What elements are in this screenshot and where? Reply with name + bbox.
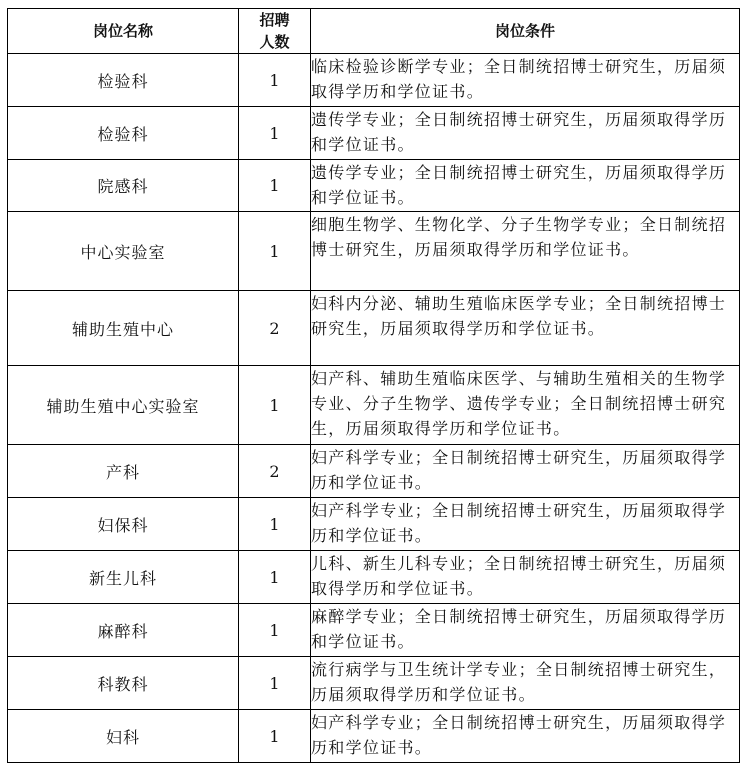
position-name: 妇科 (8, 710, 239, 763)
table-row (8, 551, 740, 604)
recruit-count: 1 (239, 212, 311, 291)
position-conditions: 妇科内分泌、辅助生殖临床医学专业；全日制统招博士研究生，历届须取得学历和学位证书。 (311, 291, 740, 366)
position-conditions: 儿科、新生儿科专业；全日制统招博士研究生，历届须取得学历和学位证书。 (311, 551, 740, 604)
position-name: 辅助生殖中心 (8, 291, 239, 366)
position-name: 科教科 (8, 657, 239, 710)
table-row (8, 604, 740, 657)
position-name: 检验科 (8, 107, 239, 160)
table-row (8, 710, 740, 763)
recruit-count: 1 (239, 604, 311, 657)
position-name: 辅助生殖中心实验室 (8, 366, 239, 445)
recruit-count: 2 (239, 445, 311, 498)
position-name: 产科 (8, 445, 239, 498)
position-name: 院感科 (8, 160, 239, 212)
recruit-count: 1 (239, 657, 311, 710)
recruit-count: 2 (239, 291, 311, 366)
table-row (8, 212, 740, 291)
table-row (8, 366, 740, 445)
recruit-count: 1 (239, 54, 311, 107)
recruit-count: 1 (239, 107, 311, 160)
position-conditions: 流行病学与卫生统计学专业；全日制统招博士研究生，历届须取得学历和学位证书。 (311, 657, 740, 710)
position-conditions: 细胞生物学、生物化学、分子生物学专业；全日制统招博士研究生，历届须取得学历和学位证书。 (311, 212, 740, 291)
header-row (8, 9, 740, 54)
recruit-count: 1 (239, 366, 311, 445)
table-row (8, 657, 740, 710)
position-conditions: 临床检验诊断学专业；全日制统招博士研究生，历届须取得学历和学位证书。 (311, 54, 740, 107)
table-row (8, 498, 740, 551)
recruit-count: 1 (239, 551, 311, 604)
position-conditions: 妇产科学专业；全日制统招博士研究生，历届须取得学历和学位证书。 (311, 498, 740, 551)
header-position-conditions: 岗位条件 (311, 9, 740, 54)
position-conditions: 妇产科、辅助生殖临床医学、与辅助生殖相关的生物学专业、分子生物学、遗传学专业；全日制统招博士研究生，历届须取得学历和学位证书。 (311, 366, 740, 445)
recruitment-table (7, 8, 740, 763)
recruit-count: 1 (239, 160, 311, 212)
position-name: 麻醉科 (8, 604, 239, 657)
position-name: 妇保科 (8, 498, 239, 551)
position-name: 新生儿科 (8, 551, 239, 604)
header-position-name: 岗位名称 (8, 9, 239, 54)
header-recruit-count: 招聘人数 (239, 9, 311, 54)
position-conditions: 麻醉学专业；全日制统招博士研究生，历届须取得学历和学位证书。 (311, 604, 740, 657)
recruit-count: 1 (239, 498, 311, 551)
table-row (8, 54, 740, 107)
position-name: 检验科 (8, 54, 239, 107)
table-row (8, 291, 740, 366)
position-conditions: 遗传学专业；全日制统招博士研究生，历届须取得学历和学位证书。 (311, 160, 740, 212)
position-conditions: 妇产科学专业；全日制统招博士研究生，历届须取得学历和学位证书。 (311, 445, 740, 498)
table-row (8, 160, 740, 212)
table-row (8, 107, 740, 160)
table-row (8, 445, 740, 498)
recruit-count: 1 (239, 710, 311, 763)
position-conditions: 遗传学专业；全日制统招博士研究生，历届须取得学历和学位证书。 (311, 107, 740, 160)
position-conditions: 妇产科学专业；全日制统招博士研究生，历届须取得学历和学位证书。 (311, 710, 740, 763)
position-name: 中心实验室 (8, 212, 239, 291)
